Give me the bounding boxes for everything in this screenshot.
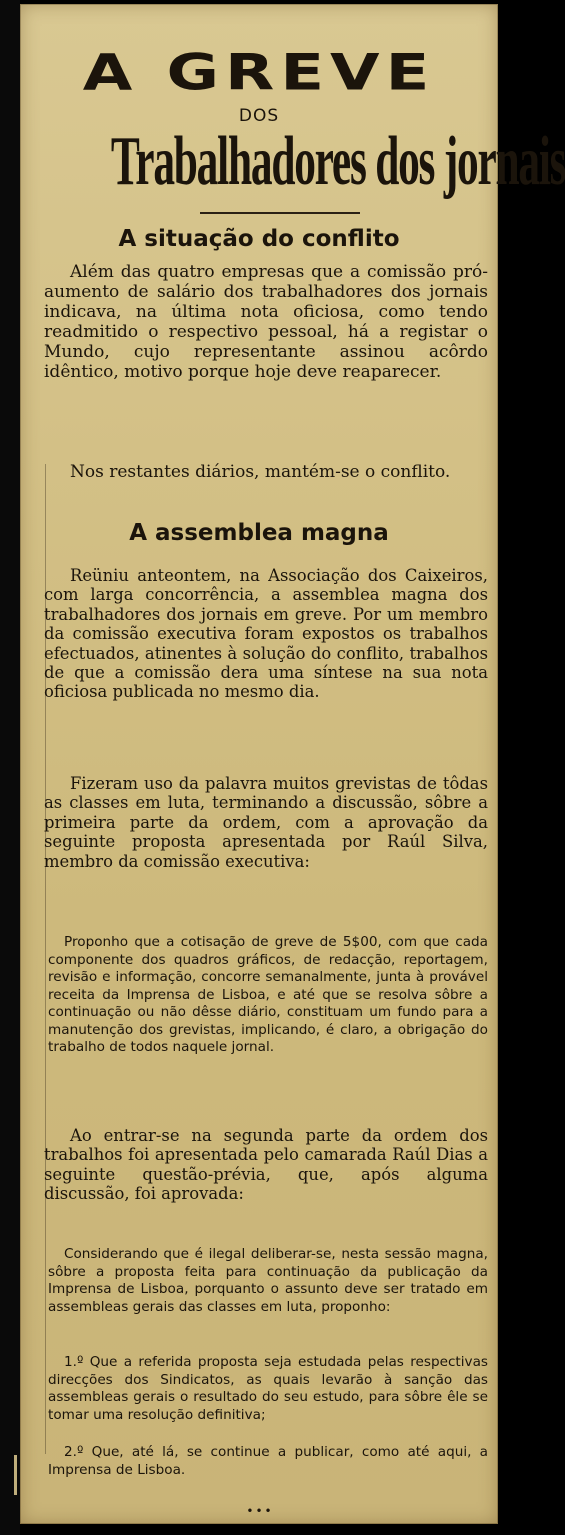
article-title: Trabalhadores dos jornais <box>110 123 565 200</box>
section-title-assemblea: A assemblea magna <box>129 520 389 546</box>
motion-text: Considerando que é ilegal deliberar-se, nesta sessão magna, sôbre a proposta feita para continuação da publicação da Imprensa de Lisboa, porquanto o assunto deve ser tratado em assembleas gerais das classes em luta, proponho: <box>48 1246 488 1315</box>
headline: A GREVE <box>82 44 436 102</box>
proposal-text: Proponho que a cotisação de greve de 5$00, com que cada componente dos quadros gráficos, de redacção, reportagem, revisão e informação, concorre semanalmente, junta à provável receita da Imprensa de Lisboa, e até que se resolva sôbre a continuação ou não dêsse diário, constituam um fundo para a manutenção dos grevistas, implicando, é claro, a obrigação do trabalho de todos naquele jornal. <box>48 934 488 1055</box>
newspaper-clipping <box>20 4 565 1524</box>
paragraph-meeting: Reüniu anteontem, na Associação dos Caixeiros, com larga concorrência, a assemblea magna dos trabalhadores dos jornais em greve. Por um membro da comissão executiva foram expostos os trabalhos efectuados, atinentes à solução do conflito, trabalhos de que a comissão dera uma síntese na sua nota oficiosa publicada no mesmo dia. <box>44 566 488 702</box>
motion-item-2: 2.º Que, até lá, se continue a publicar, como até aqui, a Imprensa de Lisboa. <box>48 1444 488 1478</box>
paragraph-second-part: Ao entrar-se na segunda parte da ordem dos trabalhos foi apresentada pelo camarada Raúl Dias a seguinte questão-prévia, que, após alguma discussão, foi aprovada: <box>44 1126 488 1204</box>
headline-connector: DOS <box>238 106 280 126</box>
section-title-situacao: A situação do conflito <box>118 226 400 252</box>
paragraph-discussion: Fizeram uso da palavra muitos grevistas de tôdas as classes em luta, terminando a discussão, sôbre a primeira parte da ordem, com a aprovação da seguinte proposta apresentada por Raúl Silva, membro da comissão executiva: <box>44 774 488 871</box>
title-rule <box>200 212 360 214</box>
scan-border-left <box>0 0 20 1535</box>
motion-item-1: 1.º Que a referida proposta seja estudada pelas respectivas direcções dos Sindicatos, as quais levarão à sanção das assembleas gerais o resultado do seu estudo, para sôbre êle se tomar uma resolução definitiva; <box>48 1354 488 1423</box>
end-ornament: ••• <box>246 1504 274 1518</box>
paragraph-conflict-continues: Nos restantes diários, mantém-se o conflito. <box>70 462 451 482</box>
paragraph-readmissions: Além das quatro empresas que a comissão pró-aumento de salário dos trabalhadores dos jornais indicava, na última nota oficiosa, como tendo readmitido o respectivo pessoal, há a registar o Mundo, cujo representante assinou acôrdo idêntico, motivo porque hoje deve reaparecer. <box>44 262 488 382</box>
scan-mark <box>14 1455 17 1495</box>
